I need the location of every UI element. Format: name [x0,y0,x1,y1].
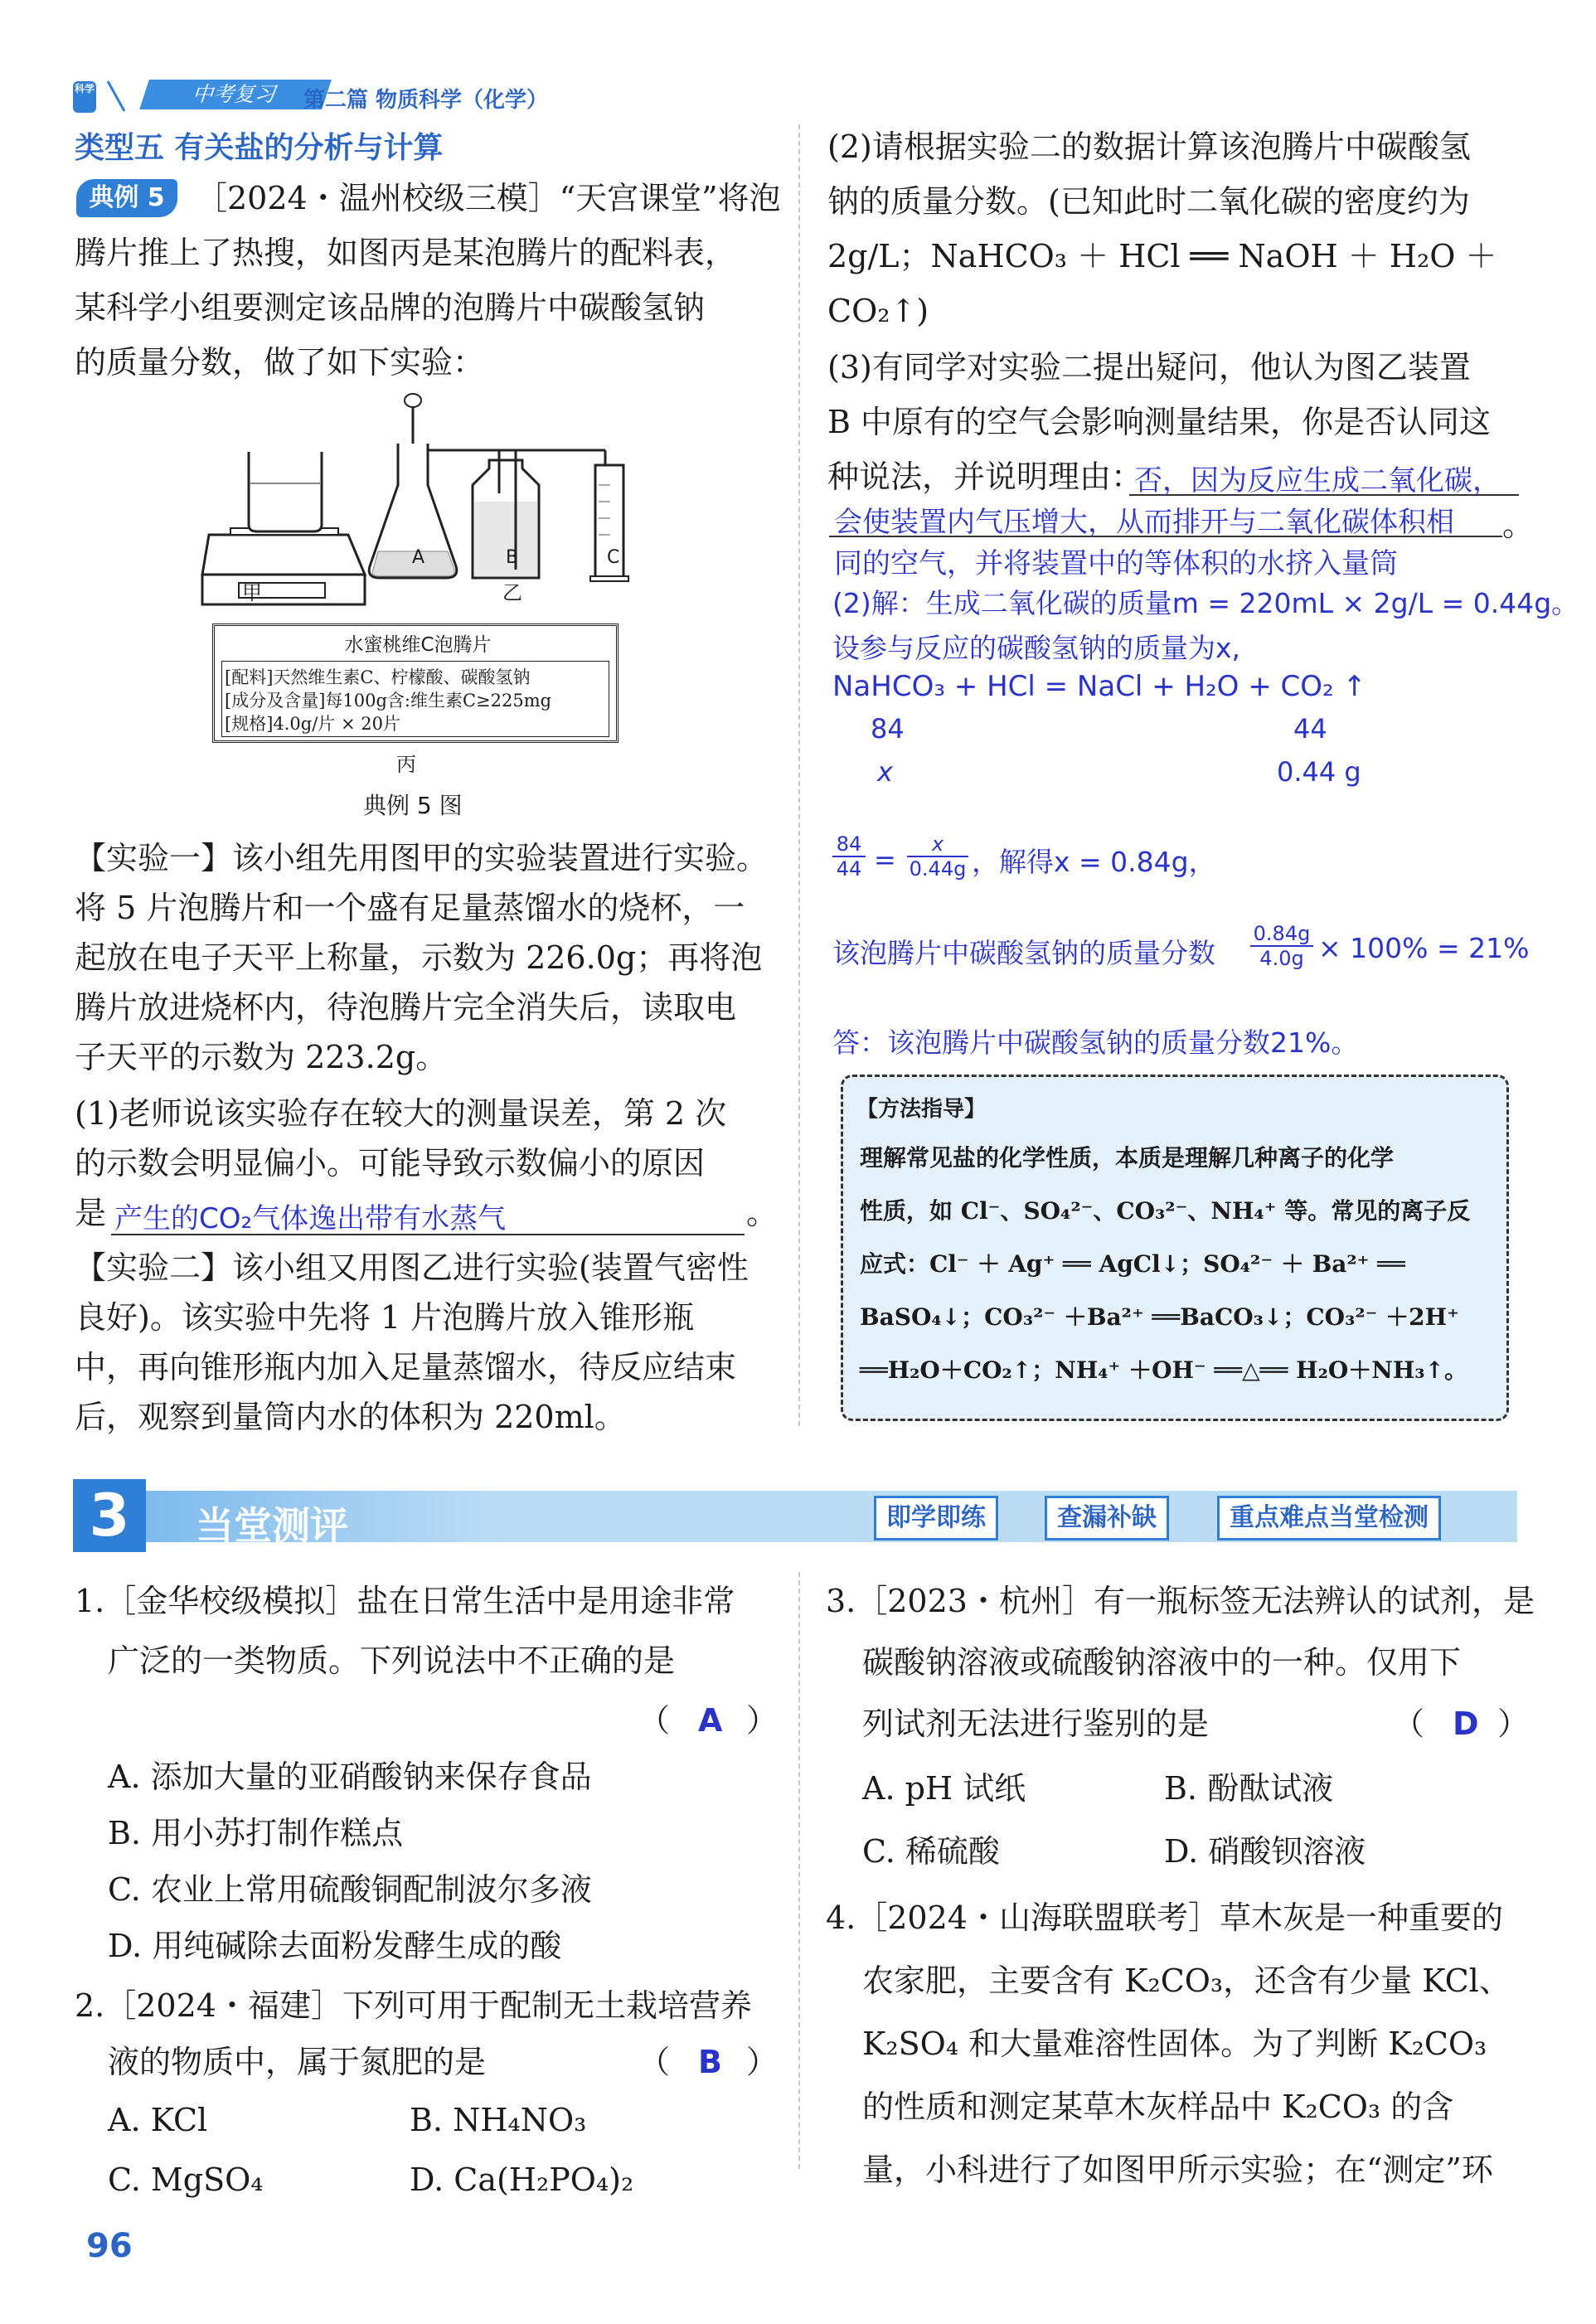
subject-badge: 科学 [73,81,96,113]
q3-handwritten-answer: 否，因为反应生成二氧化碳， [1134,464,1501,497]
question-3-option[interactable]: C. 稀硫酸 [862,1833,1000,1870]
question-4-line: 量，小科进行了如图甲所示实验；在“测定”环 [862,2152,1493,2188]
question-3-option[interactable]: D. 硝酸钡溶液 [1164,1833,1366,1870]
question-1-option[interactable]: A. 添加大量的亚硝酸钠来保存食品 [108,1759,592,1795]
question-1-option[interactable]: D. 用纯碱除去面粉发酵生成的酸 [108,1928,562,1964]
exp2-line: 中，再向锥形瓶内加入足量蒸馏水，待反应结束 [75,1349,737,1385]
q3-line: B 中原有的空气会影响测量结果，你是否认同这 [827,404,1492,440]
question-2-line: 液的物质中，属于氮肥的是 [108,2044,487,2080]
header [73,76,670,118]
question-2-paren-left: （ [638,2044,671,2080]
q2-line: CO₂↑) [827,293,929,329]
question-2-option[interactable]: C. MgSO₄ [108,2161,264,2198]
question-4-line: 农家肥，主要含有 K₂CO₃，还含有少量 KCl、 [862,1963,1511,1999]
solution-result: ，解得x = 0.84g， [972,846,1216,878]
q1-blank-suffix: 。 [746,1195,779,1231]
figure-label-jia: 甲 [242,581,262,604]
solution-mr-1: 84 [871,713,905,745]
question-3-line: 3.［2023・杭州］有一瓶标签无法辨认的试剂，是 [826,1583,1535,1619]
question-1-paren-left: （ [638,1702,671,1739]
exp2-line: 良好)。该实验中先将 1 片泡腾片放入锥形瓶 [75,1299,695,1336]
method-guide-line: 应式：Cl⁻ ＋ Ag⁺ ══ AgCl↓；SO₄²⁻ ＋ Ba²⁺ ══ [860,1250,1405,1278]
q1-line: (1)老师说该实验存在较大的测量误差，第 2 次 [75,1095,727,1132]
q3-answer-blank-2 [829,497,1502,537]
q1-line: 的示数会明显偏小。可能导致示数偏小的原因 [75,1145,706,1181]
gas-bottle-icon [473,450,605,578]
section-tag: 查漏补缺 [1045,1496,1169,1540]
question-1-option[interactable]: C. 农业上常用硫酸铜配制波尔多液 [108,1871,592,1908]
question-3-paren-left: （ [1393,1705,1425,1742]
figure-label-yi: 乙 [502,581,522,604]
section-banner [73,1479,1517,1552]
section-title: 当堂测评 [196,1503,348,1548]
question-1-answer: A [698,1702,723,1739]
exp1-line: 【实验一】该小组先用图甲的实验装置进行实验。 [75,840,769,876]
figure-label-b: B [506,547,519,568]
solution-equation: NaHCO₃ + HCl = NaCl + H₂O + CO₂ ↑ [832,670,1366,703]
q3-answer-line-3 [829,539,1502,580]
question-4-line: 4.［2024・山海联盟联考］草木灰是一种重要的 [826,1899,1503,1936]
fraction-equals: = [874,844,896,876]
q2-line: 2g/L；NaHCO₃ ＋ HCl ══ NaOH ＋ H₂O ＋ [827,238,1497,274]
figure-label-a: A [412,547,425,568]
question-2-paren-right: ） [746,2044,779,2080]
header-tab: 中考复习 [139,80,332,109]
solution-line: 设参与反应的碳酸氢钠的质量为x, [832,632,1241,664]
question-1-line: 广泛的一类物质。下列说法中不正确的是 [108,1642,676,1679]
header-section: 第二篇 物质科学（化学） [303,88,549,113]
example-line-4: 的质量分数，做了如下实验： [75,344,485,381]
method-guide-line: ══H₂O＋CO₂↑；NH₄⁺ ＋OH⁻ ══△══ H₂O＋NH₃↑。 [860,1356,1468,1384]
q3-prefix: 种说法，并说明理由： [827,458,1143,495]
exp1-line: 子天平的示数为 223.2g。 [75,1039,448,1075]
ingredient-row: [配料]天然维生素C、柠檬酸、碳酸氢钠 [225,667,531,687]
question-3-paren-right: ） [1497,1705,1530,1742]
exp1-line: 将 5 片泡腾片和一个盛有足量蒸馏水的烧杯，一 [75,890,745,926]
example-tag: 典例 5 [76,179,177,217]
fraction-84-44: 84 44 [832,832,866,881]
figure-caption: 典例 5 图 [363,792,463,819]
method-guide-title: 【方法指导】 [856,1097,987,1122]
exp1-line: 起放在电子天平上称量，示数为 226.0g；再将泡 [75,939,763,976]
exp2-line: 后，观察到量筒内水的体积为 220ml。 [75,1399,626,1435]
question-2-option[interactable]: A. KCl [108,2102,208,2138]
ingredient-table-title: 水蜜桃维C泡腾片 [344,634,492,656]
section-number: 3 [73,1479,146,1552]
method-guide-line: 理解常见盐的化学性质，本质是理解几种离子的化学 [860,1144,1395,1172]
example-line-3: 某科学小组要测定该品牌的泡腾片中碳酸氢钠 [75,289,706,326]
section-tag: 即学即练 [874,1496,998,1540]
q1-blank-prefix: 是 [75,1195,107,1231]
q3-suffix: 。 [1502,507,1535,543]
exp2-line: 【实验二】该小组又用图乙进行实验(装置气密性 [75,1249,749,1286]
page-number: 96 [86,2227,133,2265]
solution-answer: 答：该泡腾片中碳酸氢钠的质量分数21%。 [832,1026,1359,1059]
solution-var-2: 0.44 g [1277,756,1361,788]
question-3-line: 碳酸钠溶液或硫酸钠溶液中的一种。仅用下 [862,1644,1462,1681]
fraction-x-044: x 0.44g [907,832,968,881]
ingredient-table [212,623,619,743]
question-1-option[interactable]: B. 用小苏打制作糕点 [108,1815,404,1851]
figure-label-bing: 丙 [396,753,416,776]
column-divider [798,124,800,1426]
q3-handwritten-answer: 会使装置内气压增大，从而排开与二氧化碳体积相 [834,506,1454,539]
example-line-2: 腾片推上了热搜，如图丙是某泡腾片的配料表， [75,235,737,271]
question-2-option[interactable]: D. Ca(H₂PO₄)₂ [410,2161,634,2198]
method-guide-line: BaSO₄↓；CO₃²⁻ ＋Ba²⁺ ══BaCO₃↓；CO₃²⁻ ＋2H⁺ [860,1303,1459,1331]
ingredient-row: [成分及含量]每100g含:维生素C≥225mg [225,691,552,711]
method-guide-box [841,1075,1509,1421]
type-title: 类型五 有关盐的分析与计算 [75,131,444,165]
method-guide-line: 性质，如 Cl⁻、SO₄²⁻、CO₃²⁻、NH₄⁺ 等。常见的离子反 [860,1197,1471,1225]
question-3-option[interactable]: B. 酚酞试液 [1164,1770,1334,1807]
question-3-answer: D [1453,1705,1479,1742]
electronic-balance-icon [202,452,365,604]
solution-var-1: x [877,756,893,788]
question-3-line: 列试剂无法进行鉴别的是 [862,1705,1210,1742]
q2-line: 钠的质量分数。(已知此时二氧化碳的密度约为 [827,183,1470,220]
q1-handwritten-answer: 产生的CO₂气体逸出带有水蒸气 [114,1202,507,1235]
solution-mr-2: 44 [1293,713,1327,745]
q1-answer-blank [111,1196,745,1235]
question-4-line: 的性质和测定某草木灰样品中 K₂CO₃ 的含 [862,2089,1454,2125]
solution-line: (2)解：生成二氧化碳的质量m = 220mL × 2g/L = 0.44g。 [832,587,1579,619]
exp1-line: 腾片放进烧杯内，待泡腾片完全消失后，读取电 [75,989,737,1026]
question-2-option[interactable]: B. NH₄NO₃ [410,2102,587,2138]
q3-answer-blank-1 [1129,458,1519,496]
ingredient-row: [规格]4.0g/片 × 20片 [225,714,400,734]
question-2-answer: B [698,2044,722,2080]
question-1-line: 1.［金华校级模拟］盐在日常生活中是用途非常 [75,1583,735,1619]
question-1-paren-right: ） [746,1702,779,1739]
column-divider-lower [798,1572,800,2169]
section-tag: 重点难点当堂检测 [1217,1496,1441,1540]
q3-line: (3)有同学对实验二提出疑问，他认为图乙装置 [827,349,1471,386]
figure-label-c: C [607,547,620,568]
q2-line: (2)请根据实验二的数据计算该泡腾片中碳酸氢 [827,129,1471,165]
example-line-1: ［2024・温州校级三模］“天宫课堂”将泡 [196,180,781,216]
mass-fraction-suffix: × 100% = 21% [1318,932,1530,964]
question-2-line: 2.［2024・福建］下列可用于配制无土栽培营养 [75,1987,752,2024]
fraction-mass: 0.84g 4.0g [1250,922,1313,970]
mass-fraction-prefix: 该泡腾片中碳酸氢钠的质量分数 [832,937,1215,969]
question-4-line: K₂SO₄ 和大量难溶性固体。为了判断 K₂CO₃ [862,2026,1487,2062]
q3-handwritten-answer: 同的空气，并将装置中的等体积的水挤入量筒 [834,547,1398,580]
question-3-option[interactable]: A. pH 试纸 [862,1770,1026,1807]
